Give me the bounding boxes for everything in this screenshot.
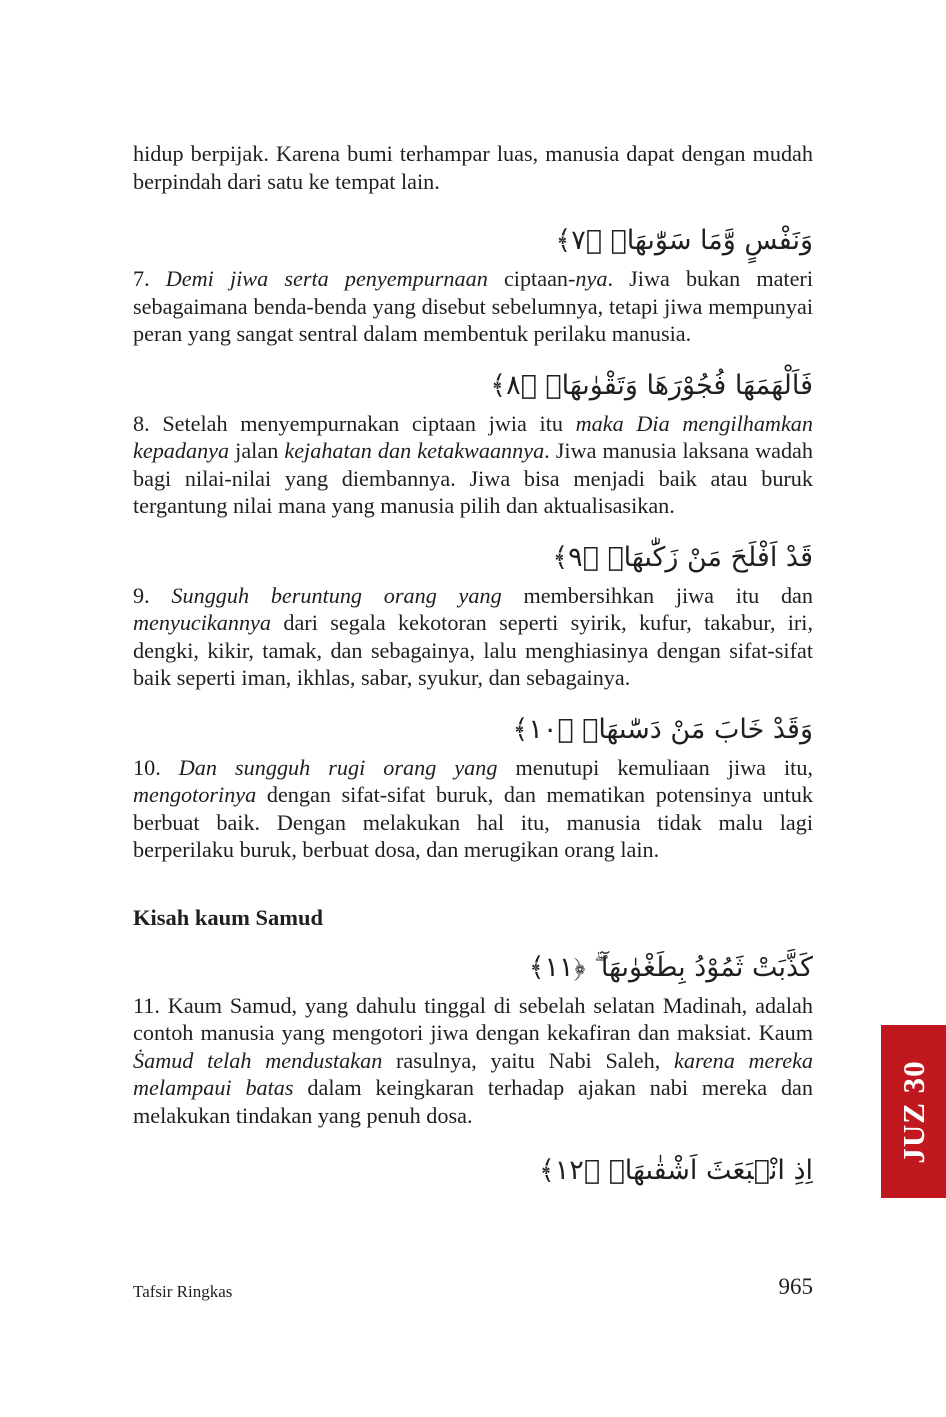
verse-8-commentary [133,410,813,520]
section-heading: Kisah kaum Samud [133,904,324,930]
text-run: dengan sifat-sifat buruk, dan mematikan potensinya untuk berbuat baik. Dengan melakukan hal itu, manusia tidak malu lagi berperilaku buruk, berbuat dosa, dan merugikan orang lain. [133,782,813,862]
verse-9-commentary [133,582,813,692]
verse-10-commentary [133,754,813,864]
text-run: dari segala kekotoran seperti syirik, kufur, takabur, iri, dengki, kikir, tamak, dan sebagainya, lalu menghiasinya dengan sifat-sifat baik seperti iman, ikhlas, sabar, syukur, dan sebagainya. [133,610,813,690]
verse-11-commentary [133,992,813,1130]
italic-phrase: maka Dia mengilhamkan kepadanya [133,410,813,463]
arabic-verse-8: فَاَلْهَمَهَا فُجُوْرَهَا وَتَقْوٰىهَاۖ ﴿٨﴾ [490,369,813,401]
italic-phrase: mengotorinya [133,782,257,807]
italic-phrase: kejahatan dan ketakwaannya [284,438,545,463]
text-run: membersihkan jiwa itu dan [501,582,813,608]
footer-book-title: Tafsir Ringkas [133,1282,233,1301]
text-run: . Jiwa manusia laksana wadah bagi nilai-nilai yang diembannya. Jiwa bisa menjadi baik atau buruk tergantung nilai mana yang manusia pilih dan aktualisasikan. [133,438,813,518]
verse-number: 7. [133,266,150,291]
verse-number: 10. [133,754,161,780]
page-content [133,140,813,1189]
italic-phrase: Dan sungguh rugi orang yang [178,754,498,780]
italic-phrase: menyucikannya [133,610,271,635]
page-number: 965 [778,1274,813,1299]
italic-phrase: Sungguh beruntung orang yang [171,582,502,608]
verse-7-commentary [133,265,813,348]
italic-phrase: Demi jiwa serta penyempurnaan [165,266,488,291]
text-run: menutupi kemuliaan jiwa itu, [497,754,813,780]
italic-phrase: Ṡamud telah mendustakan [133,1047,383,1073]
text-run: ciptaan- [487,266,576,291]
juz-tab [881,1025,946,1198]
juz-label: JUZ 30 [895,1059,931,1164]
text-run: dalam keingkaran terhadap ajakan nabi mereka dan melakukan tindakan yang penuh dosa. [133,1075,813,1128]
text-run: 11. Kaum Samud, yang dahulu tinggal di sebelah selatan Madinah, adalah contoh manusia yang mengotori jiwa dengan kekafiran dan maksiat. Kaum [133,992,813,1045]
text-run: . Jiwa bukan materi sebagaimana benda-benda yang disebut sebelumnya, tetapi jiwa mempunyai peran yang sangat sentral dalam membentuk perilaku manusia. [133,266,813,346]
arabic-verse-10: وَقَدْ خَابَ مَنْ دَسّٰىهَاۗ ﴿١٠﴾ [512,713,813,745]
intro-paragraph: hidup berpijak. Karena bumi terhampar luas, manusia dapat dengan mudah berpindah dari satu ke tempat lain. [133,141,813,194]
italic-phrase: nya [575,266,608,291]
italic-phrase: karena mereka melampaui batas [133,1047,814,1100]
text-run [150,583,172,608]
arabic-verse-11: كَذَّبَتْ ثَمُوْدُ بِطَغْوٰىهَآ ۖ ﴿١١﴾ [528,951,813,983]
text-run: Setelah menyempurnakan ciptaan jwia itu [149,410,576,436]
verse-number: 8. [133,410,150,436]
text-run [161,755,179,780]
arabic-verse-7: وَنَفْسٍ وَّمَا سَوّٰىهَاۖ ﴿٧﴾ [555,225,813,256]
verse-number: 9. [133,582,150,608]
text-run: jalan [229,438,285,463]
arabic-verse-9: قَدْ اَفْلَحَ مَنْ زَكّٰىهَاۖ ﴿٩﴾ [552,541,813,573]
arabic-verse-12: اِذِ انْۢبَعَثَ اَشْقٰىهَاۖ ﴿١٢﴾ [538,1155,813,1186]
text-run: rasulnya, yaitu Nabi Saleh, [382,1047,675,1073]
